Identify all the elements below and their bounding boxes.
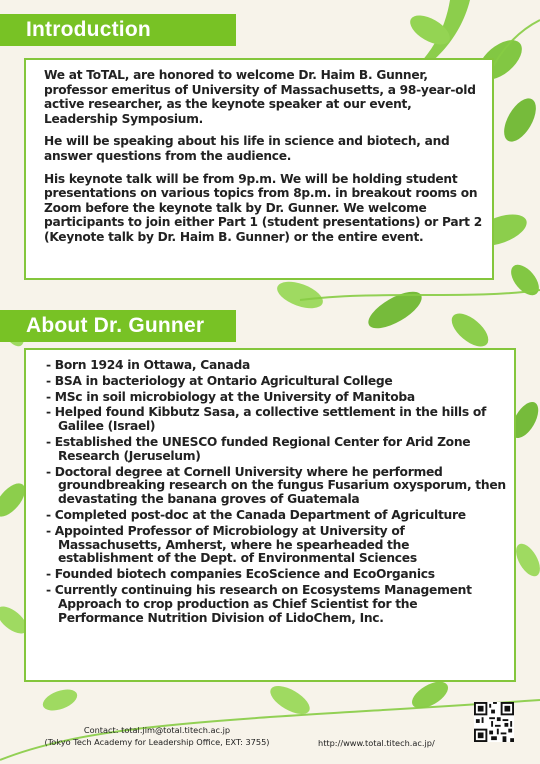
intro-paragraph-1: We at ToTAL, are honored to welcome Dr. Haim B. Gunner, professor emeritus of University of Massachusetts, a 98-year-old active researcher, as the keynote speaker at our event, Leadership Symposium. <box>44 68 476 126</box>
footer-url[interactable]: http://www.total.titech.ac.jp/ <box>318 738 435 748</box>
list-item: - Appointed Professor of Microbiology at University of Massachusetts, Amherst, where he spearheaded the establishment of the Dept. of Environmental Sciences <box>46 523 417 566</box>
qr-code-icon <box>474 702 514 742</box>
intro-paragraph-2: He will be speaking about his life in science and biotech, and answer questions from the audience. <box>44 134 450 163</box>
contact-email[interactable]: Contact: total.jim@total.titech.ac.jp <box>83 725 231 735</box>
list-item: - Born 1924 in Ottawa, Canada <box>46 358 250 372</box>
intro-heading: Introduction <box>0 14 236 46</box>
list-item: - Founded biotech companies EcoScience and EcoOrganics <box>46 567 435 582</box>
footer-contact <box>22 725 292 748</box>
list-item: - Currently continuing his research on Ecosystems Management Approach to crop production as Chief Scientist for the Performance Nutrition Division of LidoChem, Inc. <box>46 582 472 625</box>
list-item: - BSA in bacteriology at Ontario Agricultural College <box>46 373 393 388</box>
list-item: - Completed post-doc at the Canada Department of Agriculture <box>46 507 466 522</box>
intro-box <box>24 58 494 280</box>
list-item: - MSc in soil microbiology at the University of Manitoba <box>46 389 415 404</box>
contact-office: (Tokyo Tech Academy for Leadership Office, EXT: 3755) <box>44 736 270 747</box>
list-item: - Established the UNESCO funded Regional Center for Arid Zone Research (Jeruselum) <box>46 434 471 463</box>
intro-paragraph-3: His keynote talk will be from 9p.m. We will be holding student presentations on various topics from 8p.m. in breakout rooms on Zoom before the keynote talk by Dr. Gunner. We welcome participants to join either Part 1 (student presentations) or Part 2 (Keynote talk by Dr. Haim B. Gunner) or the entire event. <box>44 171 482 244</box>
about-heading: About Dr. Gunner <box>0 310 236 342</box>
list-item: - Helped found Kibbutz Sasa, a collective settlement in the hills of Galilee (Israel) <box>46 405 487 434</box>
about-box <box>24 348 516 682</box>
bio-list <box>46 359 506 625</box>
list-item: - Doctoral degree at Cornell University where he performed groundbreaking research on the fungus Fusarium oxysporum, then devastating the banana groves of Guatemala <box>46 464 506 507</box>
